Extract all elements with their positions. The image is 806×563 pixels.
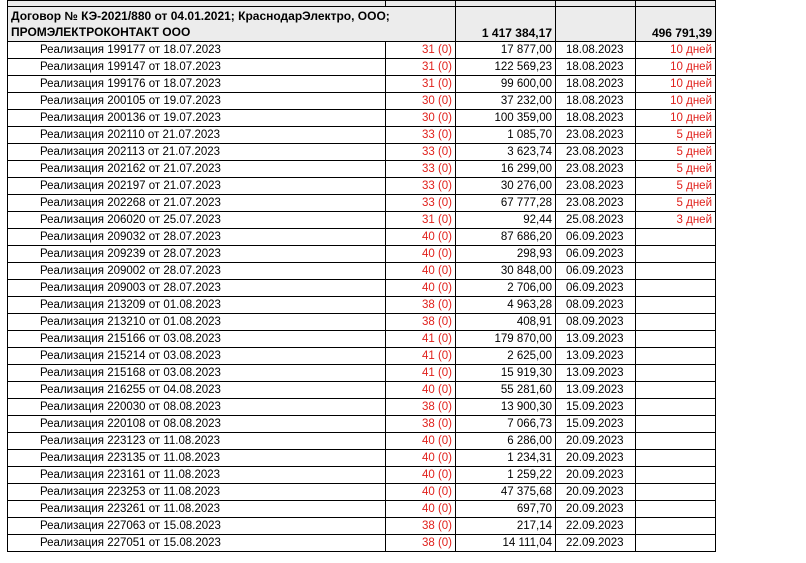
due-date-cell: 23.08.2023 — [556, 161, 636, 178]
table-row[interactable] — [8, 42, 716, 59]
due-date-cell: 20.09.2023 — [556, 501, 636, 518]
table-row[interactable] — [8, 467, 716, 484]
due-date-cell: 08.09.2023 — [556, 314, 636, 331]
due-date-cell: 23.08.2023 — [556, 144, 636, 161]
deferral-days-cell: 30 (0) — [386, 110, 456, 127]
due-date-cell: 23.08.2023 — [556, 127, 636, 144]
due-date-cell: 15.09.2023 — [556, 399, 636, 416]
overdue-cell: 5 дней — [636, 195, 716, 212]
document-name-cell: Реализация 220030 от 08.08.2023 — [8, 399, 386, 416]
table-row[interactable] — [8, 450, 716, 467]
due-date-cell: 20.09.2023 — [556, 450, 636, 467]
debt-sum-cell: 3 623,74 — [456, 144, 556, 161]
due-date-cell: 08.09.2023 — [556, 297, 636, 314]
due-date-cell: 06.09.2023 — [556, 280, 636, 297]
deferral-days-cell: 40 (0) — [386, 433, 456, 450]
deferral-days-cell: 40 (0) — [386, 501, 456, 518]
debt-sum-cell: 87 686,20 — [456, 229, 556, 246]
deferral-days-cell: 40 (0) — [386, 280, 456, 297]
overdue-cell — [636, 263, 716, 280]
overdue-cell — [636, 314, 716, 331]
table-row[interactable] — [8, 110, 716, 127]
table-row[interactable] — [8, 365, 716, 382]
deferral-days-cell: 41 (0) — [386, 365, 456, 382]
overdue-cell: 10 дней — [636, 76, 716, 93]
due-date-cell: 06.09.2023 — [556, 229, 636, 246]
deferral-days-cell: 31 (0) — [386, 212, 456, 229]
table-row[interactable] — [8, 161, 716, 178]
table-row[interactable] — [8, 535, 716, 552]
table-row[interactable] — [8, 178, 716, 195]
table-row[interactable] — [8, 76, 716, 93]
document-name-cell: Реализация 200136 от 19.07.2023 — [8, 110, 386, 127]
overdue-cell — [636, 501, 716, 518]
contract-total-overdue: 496 791,39 — [636, 7, 716, 42]
overdue-cell — [636, 433, 716, 450]
overdue-cell — [636, 229, 716, 246]
deferral-days-cell: 41 (0) — [386, 348, 456, 365]
document-name-cell: Реализация 213209 от 01.08.2023 — [8, 297, 386, 314]
due-date-cell: 18.08.2023 — [556, 93, 636, 110]
due-date-cell: 18.08.2023 — [556, 59, 636, 76]
deferral-days-cell: 31 (0) — [386, 76, 456, 93]
due-date-cell: 13.09.2023 — [556, 331, 636, 348]
document-name-cell: Реализация 209239 от 28.07.2023 — [8, 246, 386, 263]
deferral-days-cell: 38 (0) — [386, 416, 456, 433]
overdue-cell — [636, 467, 716, 484]
table-row[interactable] — [8, 280, 716, 297]
table-row[interactable] — [8, 246, 716, 263]
debt-sum-cell: 17 877,00 — [456, 42, 556, 59]
deferral-days-cell: 33 (0) — [386, 144, 456, 161]
contract-total-sum: 1 417 384,17 — [456, 7, 556, 42]
deferral-days-cell: 40 (0) — [386, 229, 456, 246]
report-table — [7, 0, 716, 552]
table-row[interactable] — [8, 144, 716, 161]
deferral-days-cell: 31 (0) — [386, 42, 456, 59]
due-date-cell: 15.09.2023 — [556, 416, 636, 433]
debt-sum-cell: 2 706,00 — [456, 280, 556, 297]
due-date-cell: 20.09.2023 — [556, 484, 636, 501]
table-row[interactable] — [8, 229, 716, 246]
deferral-days-cell: 38 (0) — [386, 399, 456, 416]
debt-sum-cell: 179 870,00 — [456, 331, 556, 348]
document-name-cell: Реализация 215166 от 03.08.2023 — [8, 331, 386, 348]
document-name-cell: Реализация 202162 от 21.07.2023 — [8, 161, 386, 178]
document-name-cell: Реализация 209003 от 28.07.2023 — [8, 280, 386, 297]
document-name-cell: Реализация 199177 от 18.07.2023 — [8, 42, 386, 59]
overdue-cell: 5 дней — [636, 178, 716, 195]
table-row[interactable] — [8, 433, 716, 450]
debt-sum-cell: 14 111,04 — [456, 535, 556, 552]
table-row[interactable] — [8, 501, 716, 518]
table-row[interactable] — [8, 484, 716, 501]
debt-sum-cell: 55 281,60 — [456, 382, 556, 399]
contract-group-title — [8, 7, 456, 42]
document-name-cell: Реализация 206020 от 25.07.2023 — [8, 212, 386, 229]
deferral-days-cell: 30 (0) — [386, 93, 456, 110]
table-row[interactable] — [8, 331, 716, 348]
debt-sum-cell: 30 276,00 — [456, 178, 556, 195]
deferral-days-cell: 41 (0) — [386, 331, 456, 348]
document-name-cell: Реализация 199176 от 18.07.2023 — [8, 76, 386, 93]
table-row[interactable] — [8, 263, 716, 280]
deferral-days-cell: 40 (0) — [386, 484, 456, 501]
due-date-cell: 13.09.2023 — [556, 365, 636, 382]
document-name-cell: Реализация 202110 от 21.07.2023 — [8, 127, 386, 144]
document-name-cell: Реализация 215168 от 03.08.2023 — [8, 365, 386, 382]
deferral-days-cell: 38 (0) — [386, 518, 456, 535]
debt-sum-cell: 122 569,23 — [456, 59, 556, 76]
overdue-cell — [636, 297, 716, 314]
debt-sum-cell: 13 900,30 — [456, 399, 556, 416]
document-name-cell: Реализация 202113 от 21.07.2023 — [8, 144, 386, 161]
debt-sum-cell: 30 848,00 — [456, 263, 556, 280]
overdue-cell: 5 дней — [636, 127, 716, 144]
deferral-days-cell: 33 (0) — [386, 127, 456, 144]
overdue-cell — [636, 416, 716, 433]
due-date-cell: 18.08.2023 — [556, 42, 636, 59]
due-date-cell: 13.09.2023 — [556, 382, 636, 399]
due-date-cell: 20.09.2023 — [556, 467, 636, 484]
due-date-cell: 06.09.2023 — [556, 246, 636, 263]
overdue-cell — [636, 399, 716, 416]
table-row[interactable] — [8, 416, 716, 433]
overdue-cell — [636, 382, 716, 399]
debt-sum-cell: 92,44 — [456, 212, 556, 229]
table-row[interactable] — [8, 399, 716, 416]
overdue-cell — [636, 365, 716, 382]
debt-sum-cell: 47 375,68 — [456, 484, 556, 501]
contract-title-line2: ПРОМЭЛЕКТРОКОНТАКТ ООО — [11, 25, 191, 39]
document-name-cell: Реализация 220108 от 08.08.2023 — [8, 416, 386, 433]
debt-sum-cell: 7 066,73 — [456, 416, 556, 433]
deferral-days-cell: 40 (0) — [386, 450, 456, 467]
deferral-days-cell: 38 (0) — [386, 535, 456, 552]
contract-group-spacer — [556, 7, 636, 42]
deferral-days-cell: 40 (0) — [386, 263, 456, 280]
deferral-days-cell: 33 (0) — [386, 161, 456, 178]
debt-sum-cell: 2 625,00 — [456, 348, 556, 365]
document-name-cell: Реализация 223261 от 11.08.2023 — [8, 501, 386, 518]
document-name-cell: Реализация 227063 от 15.08.2023 — [8, 518, 386, 535]
deferral-days-cell: 40 (0) — [386, 467, 456, 484]
debt-sum-cell: 37 232,00 — [456, 93, 556, 110]
deferral-days-cell: 33 (0) — [386, 195, 456, 212]
overdue-cell: 10 дней — [636, 59, 716, 76]
overdue-cell — [636, 484, 716, 501]
overdue-cell: 5 дней — [636, 144, 716, 161]
due-date-cell: 23.08.2023 — [556, 178, 636, 195]
table-row[interactable] — [8, 59, 716, 76]
deferral-days-cell: 38 (0) — [386, 297, 456, 314]
document-name-cell: Реализация 199147 от 18.07.2023 — [8, 59, 386, 76]
contract-title-line1: Договор № КЭ-2021/880 от 04.01.2021; КраснодарЭлектро, ООО; — [11, 9, 390, 23]
document-name-cell: Реализация 227051 от 15.08.2023 — [8, 535, 386, 552]
document-name-cell: Реализация 223123 от 11.08.2023 — [8, 433, 386, 450]
debt-sum-cell: 16 299,00 — [456, 161, 556, 178]
deferral-days-cell: 40 (0) — [386, 382, 456, 399]
table-row[interactable] — [8, 195, 716, 212]
table-row[interactable] — [8, 314, 716, 331]
document-name-cell: Реализация 216255 от 04.08.2023 — [8, 382, 386, 399]
deferral-days-cell: 40 (0) — [386, 246, 456, 263]
report-table-body — [8, 1, 716, 552]
debt-sum-cell: 15 919,30 — [456, 365, 556, 382]
due-date-cell: 22.09.2023 — [556, 518, 636, 535]
table-row[interactable] — [8, 93, 716, 110]
document-name-cell: Реализация 200105 от 19.07.2023 — [8, 93, 386, 110]
debt-sum-cell: 1 259,22 — [456, 467, 556, 484]
deferral-days-cell: 33 (0) — [386, 178, 456, 195]
due-date-cell: 06.09.2023 — [556, 263, 636, 280]
debt-sum-cell: 217,14 — [456, 518, 556, 535]
deferral-days-cell: 38 (0) — [386, 314, 456, 331]
table-row[interactable] — [8, 212, 716, 229]
due-date-cell: 23.08.2023 — [556, 195, 636, 212]
due-date-cell: 25.08.2023 — [556, 212, 636, 229]
overdue-cell — [636, 348, 716, 365]
document-name-cell: Реализация 209002 от 28.07.2023 — [8, 263, 386, 280]
document-name-cell: Реализация 202197 от 21.07.2023 — [8, 178, 386, 195]
debt-sum-cell: 1 085,70 — [456, 127, 556, 144]
debt-sum-cell: 99 600,00 — [456, 76, 556, 93]
due-date-cell: 22.09.2023 — [556, 535, 636, 552]
overdue-cell: 5 дней — [636, 161, 716, 178]
debt-sum-cell: 298,93 — [456, 246, 556, 263]
document-name-cell: Реализация 202268 от 21.07.2023 — [8, 195, 386, 212]
document-name-cell: Реализация 223135 от 11.08.2023 — [8, 450, 386, 467]
overdue-cell: 10 дней — [636, 42, 716, 59]
overdue-cell — [636, 246, 716, 263]
table-row[interactable] — [8, 297, 716, 314]
document-name-cell: Реализация 215214 от 03.08.2023 — [8, 348, 386, 365]
contract-group-row[interactable] — [8, 7, 716, 42]
table-row[interactable] — [8, 348, 716, 365]
document-name-cell: Реализация 209032 от 28.07.2023 — [8, 229, 386, 246]
overdue-cell — [636, 331, 716, 348]
due-date-cell: 18.08.2023 — [556, 110, 636, 127]
table-row[interactable] — [8, 518, 716, 535]
debt-sum-cell: 697,70 — [456, 501, 556, 518]
overdue-cell: 10 дней — [636, 93, 716, 110]
debt-sum-cell: 6 286,00 — [456, 433, 556, 450]
document-name-cell: Реализация 223161 от 11.08.2023 — [8, 467, 386, 484]
document-name-cell: Реализация 213210 от 01.08.2023 — [8, 314, 386, 331]
due-date-cell: 20.09.2023 — [556, 433, 636, 450]
overdue-cell: 3 дней — [636, 212, 716, 229]
deferral-days-cell: 31 (0) — [386, 59, 456, 76]
debt-sum-cell: 408,91 — [456, 314, 556, 331]
debt-sum-cell: 100 359,00 — [456, 110, 556, 127]
table-row[interactable] — [8, 382, 716, 399]
overdue-cell — [636, 535, 716, 552]
overdue-cell — [636, 450, 716, 467]
document-name-cell: Реализация 223253 от 11.08.2023 — [8, 484, 386, 501]
overdue-cell — [636, 518, 716, 535]
due-date-cell: 13.09.2023 — [556, 348, 636, 365]
overdue-cell: 10 дней — [636, 110, 716, 127]
due-date-cell: 18.08.2023 — [556, 76, 636, 93]
overdue-cell — [636, 280, 716, 297]
debt-sum-cell: 67 777,28 — [456, 195, 556, 212]
table-row[interactable] — [8, 127, 716, 144]
debt-sum-cell: 4 963,28 — [456, 297, 556, 314]
debt-sum-cell: 1 234,31 — [456, 450, 556, 467]
